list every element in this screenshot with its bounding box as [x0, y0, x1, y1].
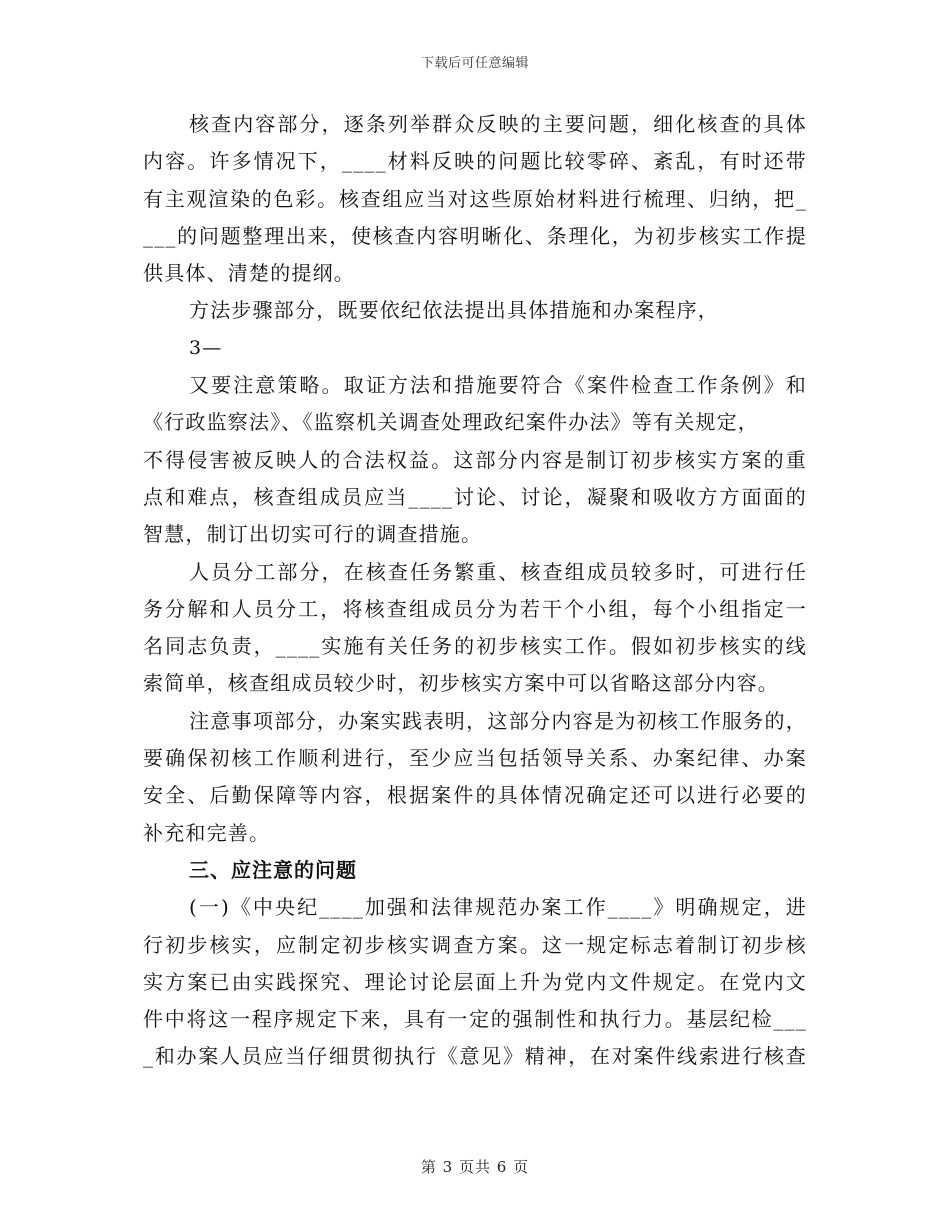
document-body [143, 106, 807, 1076]
paragraph-line: 内容。许多情况下，____材料反映的问题比较零碎、紊乱，有时还带 [143, 149, 807, 174]
paragraph-line: 注意事项部分，办案实践表明，这部分内容是为初核工作服务的， [189, 708, 807, 733]
paragraph-line: 补充和完善。 [143, 820, 271, 845]
paragraph-line: ___的问题整理出来，使核查内容明晰化、条理化，为初步核实工作提 [143, 223, 807, 248]
paragraph-line: 务分解和人员分工，将核查组成员分为若干个小组，每个小组指定一 [143, 596, 807, 621]
page-number-footer: 第 3 页共 6 页 [420, 1158, 530, 1176]
paragraph-line: 名同志负责，____实施有关任务的初步核实工作。假如初步核实的线 [143, 634, 807, 659]
paragraph-line: 行初步核实，应制定初步核实调查方案。这一规定标志着制订初步核 [143, 932, 807, 957]
paragraph-line: 方法步骤部分，既要依纪依法提出具体措施和办案程序， [189, 298, 719, 323]
paragraph-line: 智慧，制订出切实可行的调查措施。 [143, 522, 483, 547]
paragraph-line: 索简单，核查组成员较少时，初步核实方案中可以省略这部分内容。 [143, 671, 779, 696]
paragraph-line: 不得侵害被反映人的合法权益。这部分内容是制订初步核实方案的重 [143, 447, 807, 472]
paragraph-line: 核查内容部分，逐条列举群众反映的主要问题，细化核查的具体 [189, 112, 807, 136]
paragraph-line: (一)《中央纪____加强和法律规范办案工作____》明确规定，进 [189, 895, 807, 920]
paragraph-line: 安全、后勤保障等内容，根据案件的具体情况确定还可以进行必要的 [143, 783, 807, 808]
paragraph-line: 有主观渲染的色彩。核查组应当对这些原始材料进行梳理、归纳，把_ [143, 186, 807, 211]
header-note: 下载后可任意编辑 [420, 56, 529, 71]
inline-page-marker: 3— [189, 336, 223, 359]
paragraph-line: 人员分工部分，在核查任务繁重、核查组成员较多时，可进行任 [189, 559, 807, 584]
paragraph-line: _和办案人员应当仔细贯彻执行《意见》精神，在对案件线索进行核查 [143, 1044, 807, 1069]
paragraph-line: 《行政监察法》、《监察机关调查处理政纪案件办法》等有关规定， [143, 410, 759, 435]
paragraph-line: 件中将这一程序规定下来，具有一定的强制性和执行力。基层纪检___ [143, 1007, 807, 1032]
paragraph-line: 又要注意策略。取证方法和措施要符合《案件检查工作条例》和 [189, 373, 807, 398]
paragraph-line: 点和难点，核查组成员应当____讨论、讨论，凝聚和吸收方方面面的 [143, 484, 807, 509]
paragraph-line: 实方案已由实践探究、理论讨论层面上升为党内文件规定。在党内文 [143, 969, 807, 994]
paragraph-line: 供具体、清楚的提纲。 [143, 261, 355, 286]
paragraph-line: 要确保初核工作顺利进行，至少应当包括领导关系、办案纪律、办案 [143, 746, 807, 771]
section-heading: 三、应注意的问题 [189, 857, 357, 882]
